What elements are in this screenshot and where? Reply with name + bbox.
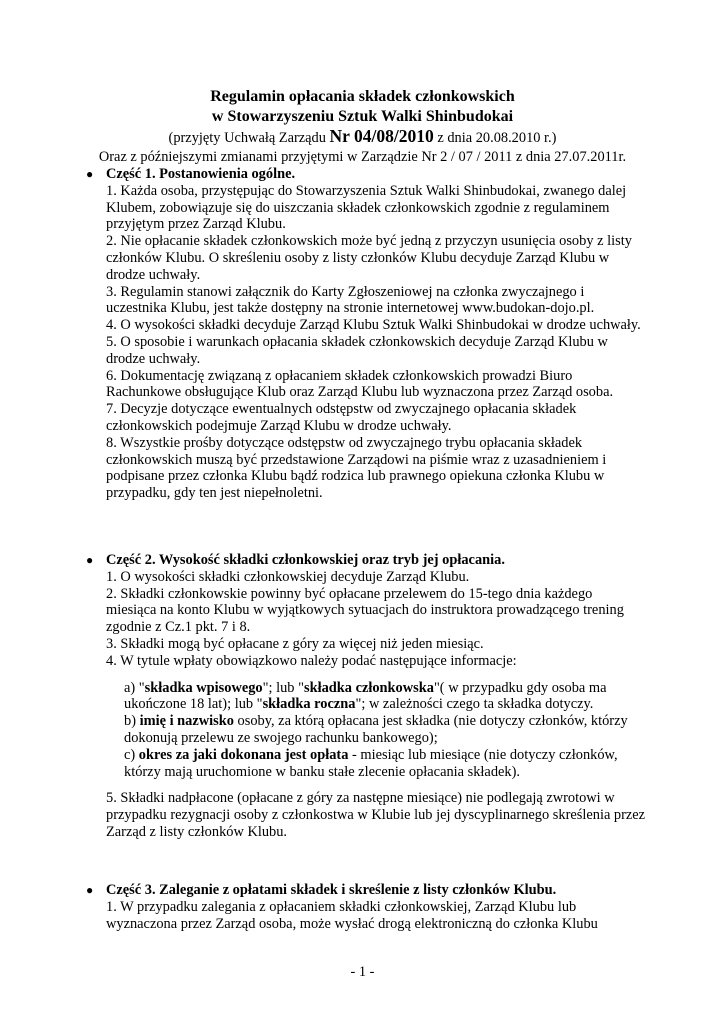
section-2	[86, 552, 646, 841]
amendments-note: Oraz z późniejszymi zmianami przyjętymi w Zarządzie Nr 2 / 07 / 2011 z dnia 27.07.2011r.	[98, 149, 627, 165]
page-number: - 1 -	[350, 964, 375, 980]
resolution-number: Nr 04/08/2010	[329, 126, 434, 146]
document-title-line1: Regulamin opłacania składek członkowskich	[210, 88, 515, 105]
list-item: 4. O wysokości składki decyduje Zarząd Klubu Sztuk Walki Shinbudokai w drodze uchwały.	[106, 317, 641, 334]
list-item: 1. W przypadku zalegania z opłacaniem składki członkowskiej, Zarząd Klubu lub wyznaczona przez Zarząd osoba, może wysłać drogą elektroniczną do członka Klubu	[106, 898, 598, 932]
section-1	[86, 166, 646, 502]
list-item: 3. Składki mogą być opłacane z góry za więcej niż jeden miesiąc.	[106, 635, 484, 652]
adoption-note	[0, 128, 725, 147]
bullet-icon: ●	[86, 167, 94, 181]
list-item: 8. Wszystkie prośby dotyczące odstępstw od zwyczajnego trybu opłacania składek członkowskich muszą być przedstawione Zarządowi na piśmie wraz z uzasadnieniem i podpisane przez członka Klubu bądź rodzica lub prawnego opiekuna członka Klubu w przypadku, gdy ten jest niepełnoletni.	[106, 434, 607, 502]
list-item: 4. W tytule wpłaty obowiązkowo należy podać następujące informacje:	[106, 652, 517, 669]
adoption-prefix: (przyjęty Uchwałą Zarządu	[168, 130, 330, 146]
sub-item-a: a) "składka wpisowego"; lub "składka członkowska"( w przypadku gdy osoba ma ukończone 18 lat); lub "składka roczna"; w zależności czego ta składka dotyczy.	[124, 679, 607, 713]
list-item: 1. O wysokości składki członkowskiej decyduje Zarząd Klubu.	[106, 568, 470, 585]
list-item: 3. Regulamin stanowi załącznik do Karty Zgłoszeniowej na członka zwyczajnego i uczestnika Klubu, jest także dostępny na stronie internetowej www.budokan-dojo.pl.	[106, 283, 595, 317]
list-item: 6. Dokumentację związaną z opłacaniem składek członkowskich prowadzi Biuro Rachunkowe obsługujące Klub oraz Zarząd Klubu lub wyznaczona przez Zarząd osoba.	[106, 367, 614, 401]
list-item: 2. Składki członkowskie powinny być opłacane przelewem do 15-tego dnia każdego miesiąca na konto Klubu w wyjątkowych sytuacjach do instruktora prowadzącego trening zgodnie z Cz.1 pkt. 7 i 8.	[106, 585, 624, 636]
list-item: 5. O sposobie i warunkach opłacania składek członkowskich decyduje Zarząd Klubu w drodze uchwały.	[106, 333, 608, 367]
list-item: 2. Nie opłacanie składek członkowskich może być jedną z przyczyn usunięcia osoby z listy członków Klubu. O skreśleniu osoby z listy członków Klubu decyduje Zarząd Klubu w drodze uchwały.	[106, 233, 632, 283]
section-heading: Część 3. Zaleganie z opłatami składek i skreślenie z listy członków Klubu.	[106, 882, 557, 898]
list-item: 7. Decyzje dotyczące ewentualnych odstępstw od zwyczajnego opłacania składek członkowskich podejmuje Zarząd Klubu w drodze uchwały.	[106, 401, 577, 434]
bullet-icon: ●	[86, 553, 94, 567]
sub-item-c: c) okres za jaki dokonana jest opłata - miesiąc lub miesiące (nie dotyczy członków, którzy mają uruchomione w banku stałe zlecenie opłacania składek).	[124, 746, 618, 780]
sub-item-b: b) imię i nazwisko osoby, za którą opłacana jest składka (nie dotyczy członków, którzy dokonują przelewu ze swojego rachunku bankowego);	[124, 713, 628, 746]
bullet-icon: ●	[86, 883, 94, 897]
list-item: 5. Składki nadpłacone (opłacane z góry za następne miesiące) nie podlegają zwrotowi w przypadku rezygnacji osoby z członkostwa w Klubie lub jej dyscyplinarnego skreślenia przez Zarząd z listy członków Klubu.	[106, 790, 646, 840]
list-item: 1. Każda osoba, przystępując do Stowarzyszenia Sztuk Walki Shinbudokai, zwanego dalej Klubem, zobowiązuje się do uiszczania składek członkowskich zgodnie z regulaminem przyjętym przez Zarząd Klubu.	[106, 182, 627, 233]
document-title-line2: w Stowarzyszeniu Sztuk Walki Shinbudokai	[211, 108, 514, 125]
section-3	[86, 882, 646, 932]
section-heading: Część 1. Postanowienia ogólne.	[106, 166, 296, 182]
adoption-date: z dnia 20.08.2010 r.)	[433, 130, 557, 146]
section-heading: Część 2. Wysokość składki członkowskiej oraz tryb jej opłacania.	[106, 552, 505, 568]
payment-title-requirements	[124, 680, 646, 781]
